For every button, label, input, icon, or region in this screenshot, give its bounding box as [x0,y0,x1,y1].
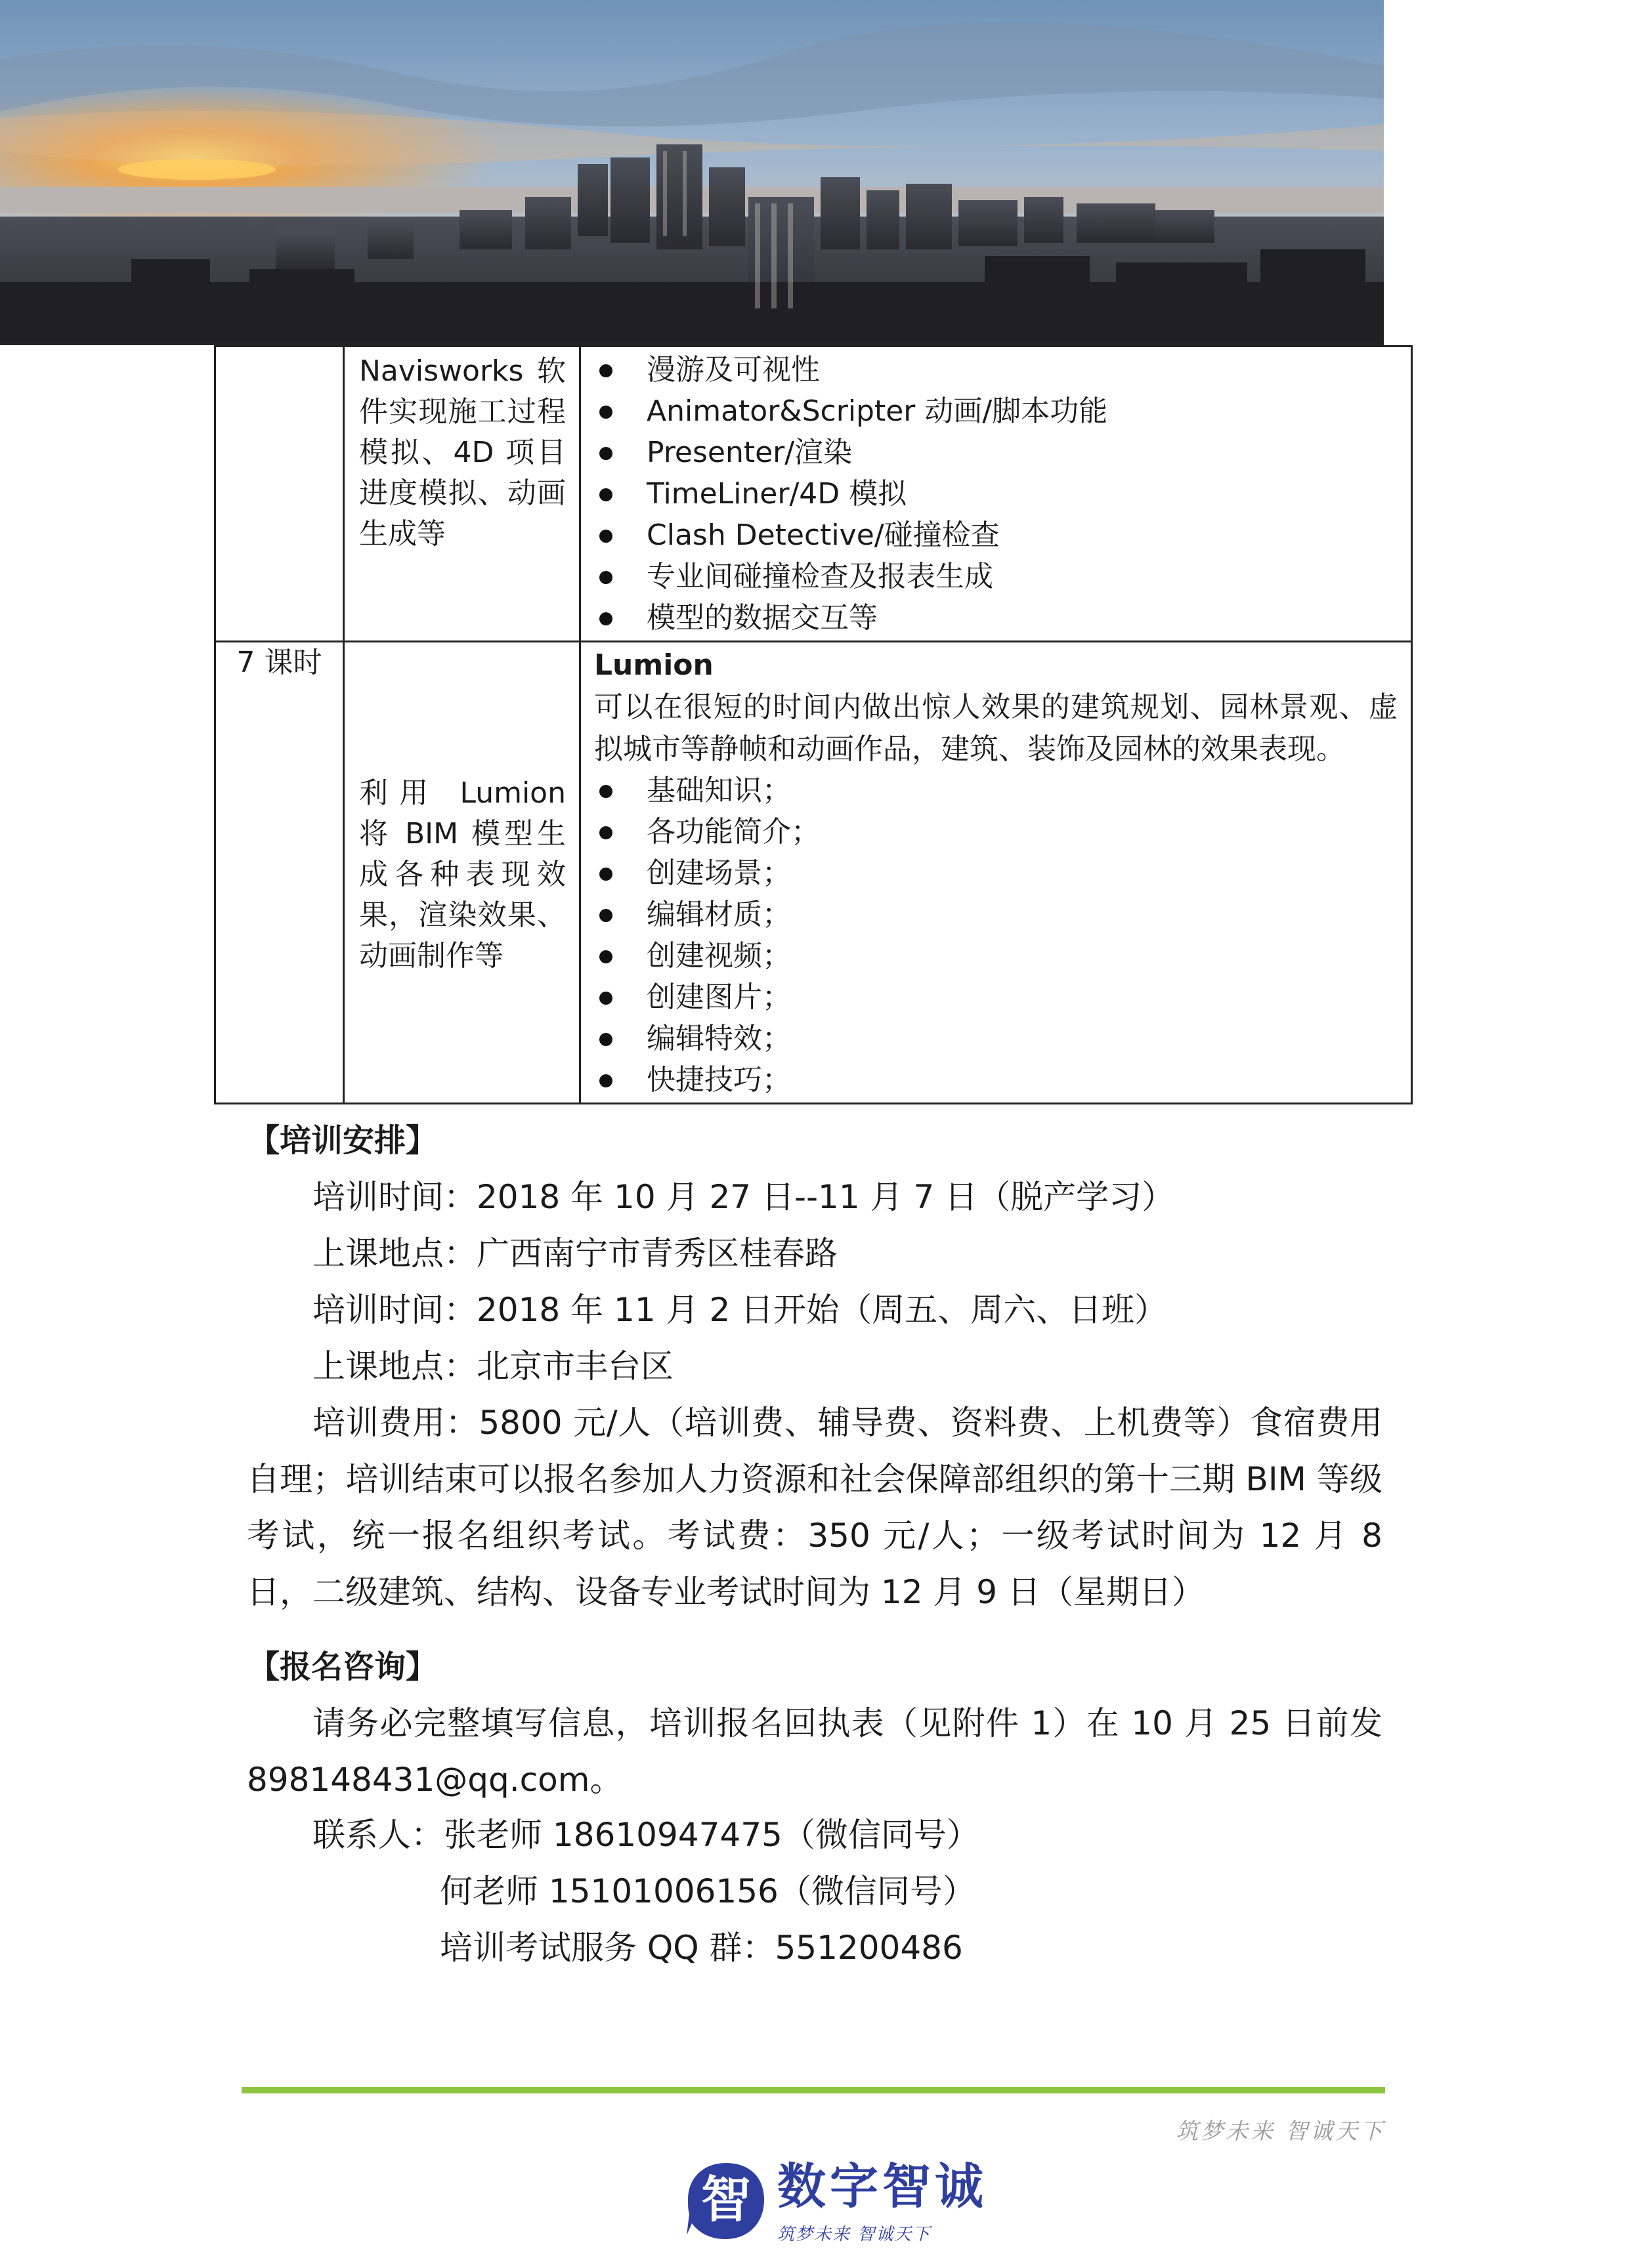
list-item: 模型的数据交互等 [594,598,1398,639]
logo-badge-char: 智 [701,2170,751,2229]
header-city-banner [0,0,1384,343]
list-item: Animator&Scripter 动画/脚本功能 [594,391,1398,432]
topic-list [594,350,1398,639]
training-time-1: 培训时间：2018 年 10 月 27 日--11 月 7 日（脱产学习） [312,1178,1175,1216]
list-item: 快捷技巧； [594,1060,1398,1101]
qq-group: 培训考试服务 QQ 群：551200486 [440,1929,963,1967]
city-skyline-illustration [0,0,1384,343]
training-fee-paragraph: 培训费用：5800 元/人（培训费、辅导费、资料费、上机费等）食宿费用自理；培训结束可以报名参加人力资源和社会保障部组织的第十三期 BIM 等级考试，统一报名组织考试。考试费：350 元/人；一级考试时间为 12 月 8 日，二级建筑、结构、设备专业考试时间为 12 月 9 日（星期日） [247,1404,1382,1611]
table-row [215,642,1412,1104]
contact-he: 何老师 15101006156（微信同号） [440,1872,975,1910]
description-cell: Navisworks 软件实现施工过程模拟、4D 项目进度模拟、动画生成等 [344,346,580,642]
topic-list [594,770,1398,1101]
lumion-title: Lumion [594,648,714,682]
list-item: Presenter/渲染 [594,432,1398,474]
items-cell [580,642,1412,1104]
footer-motto: 筑梦未来 智诚天下 [1176,2118,1385,2145]
description-cell: 利用 Lumion 将 BIM 模型生成各种表现效果，渲染效果、动画制作等 [344,642,580,1104]
training-time-2: 培训时间：2018 年 11 月 2 日开始（周五、周六、日班） [312,1291,1168,1329]
list-item: Clash Detective/碰撞检查 [594,515,1398,556]
lumion-intro: 可以在很短的时间内做出惊人效果的建筑规划、园林景观、虚拟城市等静帧和动画作品，建筑、装饰及园林的效果表现。 [594,690,1398,766]
list-item: 专业间碰撞检查及报表生成 [594,556,1398,598]
registration-instruction: 请务必完整填写信息，培训报名回执表（见附件 1）在 10 月 25 日前发 898148431@qq.com。 [247,1704,1382,1799]
list-item: TimeLiner/4D 模拟 [594,474,1398,515]
list-item: 基础知识； [594,770,1398,812]
class-location-2: 上课地点：北京市丰台区 [312,1347,674,1385]
list-item: 各功能简介； [594,812,1398,853]
list-item: 创建视频； [594,936,1398,977]
table-row [215,346,1412,642]
list-item: 编辑材质； [594,894,1398,936]
hours-cell: 7 课时 [215,642,344,1104]
list-item: 编辑特效； [594,1018,1398,1060]
list-item: 创建图片； [594,977,1398,1018]
arrangement-heading: 【培训安排】 [248,1122,438,1159]
company-logo [684,2152,987,2251]
footer-divider [242,2087,1385,2093]
registration-heading: 【报名咨询】 [248,1648,438,1685]
hours-cell [215,346,344,642]
list-item: 创建场景； [594,853,1398,894]
class-location-1: 上课地点：广西南宁市青秀区桂春路 [312,1234,838,1272]
logo-slogan: 筑梦未来 智诚天下 [777,2225,932,2244]
logo-name: 数字智诚 [777,2158,987,2215]
list-item: 漫游及可视性 [594,350,1398,391]
items-cell [580,346,1412,642]
course-table [214,345,1413,1104]
contact-zhang: 联系人：张老师 18610947475（微信同号） [312,1816,979,1854]
